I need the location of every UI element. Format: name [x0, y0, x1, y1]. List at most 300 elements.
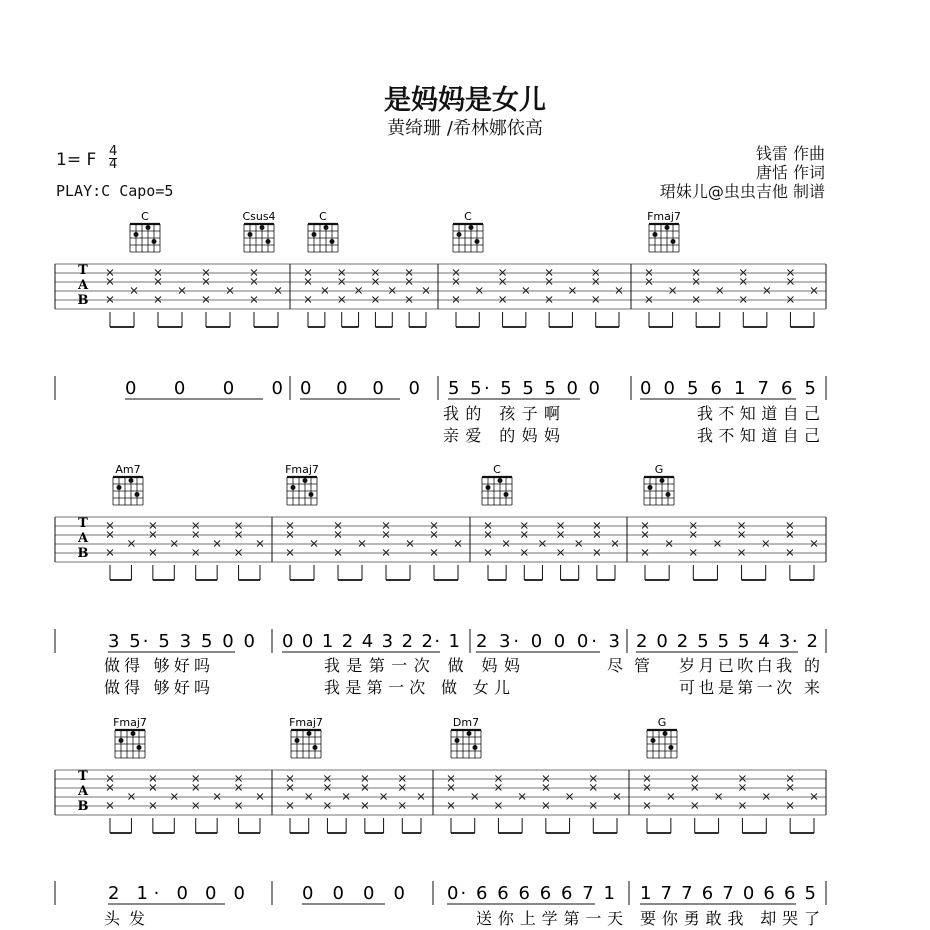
tab-mark [107, 803, 113, 809]
finger-dot [146, 225, 151, 230]
lyric-line-2: 可也是第一次 来 [679, 678, 820, 697]
tab-clef: T [78, 516, 88, 531]
tab-mark [362, 776, 368, 782]
chord-diagram-1-1 [285, 463, 319, 505]
jianpu-measure: 1 7 7 6 7 0 6 6 5 [640, 883, 816, 904]
tab-mark [275, 288, 281, 294]
tab-mark [448, 776, 454, 782]
tab-mark [107, 297, 113, 303]
tab-mark [128, 541, 134, 547]
finger-dot [119, 738, 124, 743]
tab-mark [500, 297, 506, 303]
tab-clef: T [78, 263, 88, 278]
tab-mark [811, 541, 817, 547]
tab-mark [324, 803, 330, 809]
tab-mark [339, 297, 345, 303]
lyric-line-1: 尽 管 [607, 656, 650, 675]
finger-dot [651, 738, 656, 743]
finger-dot [248, 232, 253, 237]
tab-mark [155, 279, 161, 285]
tab-mark [335, 523, 341, 529]
tab-mark [558, 532, 564, 538]
tab-mark [546, 279, 552, 285]
chord-diagram-1-3 [644, 463, 674, 505]
tab-mark [305, 279, 311, 285]
tab-mark [668, 794, 674, 800]
tab-mark [193, 532, 199, 538]
tab-mark [406, 279, 412, 285]
tab-mark [287, 776, 293, 782]
tab-mark [594, 550, 600, 556]
tab-mark [214, 794, 220, 800]
tab-mark [690, 550, 696, 556]
tab-mark [539, 541, 545, 547]
finger-dot [469, 225, 474, 230]
tab-mark [343, 794, 349, 800]
tab-mark [305, 297, 311, 303]
jianpu-measure: 0 0 0 0 [300, 378, 420, 399]
tab-mark [787, 785, 793, 791]
finger-dot [324, 225, 329, 230]
tab-mark [740, 270, 746, 276]
tab-mark [692, 803, 698, 809]
finger-dot [307, 731, 312, 736]
tab-mark [399, 776, 405, 782]
chord-diagram-1-2 [482, 463, 512, 505]
tab-mark [593, 297, 599, 303]
tab-mark [614, 794, 620, 800]
finger-dot [312, 232, 317, 237]
tab-mark [485, 532, 491, 538]
finger-dot [475, 239, 480, 244]
tab-mark [644, 776, 650, 782]
tab-mark [236, 785, 242, 791]
jianpu-measure: 0 0 1 2 4 3 2 2· 1 [282, 631, 460, 652]
tab-mark [107, 279, 113, 285]
tab-clef: B [77, 546, 89, 561]
tab-mark [448, 803, 454, 809]
tab-clef: A [77, 531, 89, 546]
tab-mark [739, 523, 745, 529]
tab-mark [521, 532, 527, 538]
jianpu-measure: 0 0 0 0 [302, 883, 405, 904]
tab-mark [476, 288, 482, 294]
tab-mark [383, 532, 389, 538]
tab-mark [543, 785, 549, 791]
tab-mark [646, 270, 652, 276]
tab-mark [739, 785, 745, 791]
finger-dot [473, 745, 478, 750]
tab-clef: B [77, 799, 89, 814]
tab-mark [193, 550, 199, 556]
jianpu-measure: 0 0 5 6 1 7 6 5 [640, 378, 816, 399]
finger-dot [455, 738, 460, 743]
transcriber-credit: 珺妹儿@虫虫吉他 制谱 [659, 182, 825, 201]
tab-mark [193, 803, 199, 809]
finger-dot [504, 492, 509, 497]
tab-mark [787, 279, 793, 285]
lyric-line-1: 送你上学第一天 要你勇敢我 却哭了 [476, 909, 820, 928]
tab-mark [383, 550, 389, 556]
tab-mark [448, 785, 454, 791]
tab-mark [763, 541, 769, 547]
tab-mark [107, 785, 113, 791]
tab-mark [399, 803, 405, 809]
tab-mark [644, 803, 650, 809]
lyric-line-2: 亲爱 的妈妈 [443, 426, 560, 445]
finger-dot [671, 239, 676, 244]
tab-mark [500, 279, 506, 285]
chord-diagram-0-3 [453, 210, 483, 252]
tab-mark [150, 776, 156, 782]
finger-dot [498, 478, 503, 483]
tab-mark [495, 803, 501, 809]
capo-info: PLAY:C Capo=5 [56, 182, 174, 200]
tab-mark [644, 785, 650, 791]
tab-mark [107, 523, 113, 529]
tab-mark [642, 523, 648, 529]
chord-name: C [319, 210, 327, 223]
tab-mark [324, 776, 330, 782]
tab-mark [495, 785, 501, 791]
jianpu-line-3 [108, 883, 816, 904]
tab-mark [214, 541, 220, 547]
tab-mark [716, 794, 722, 800]
finger-dot [131, 731, 136, 736]
tab-mark [171, 541, 177, 547]
tab-mark [811, 794, 817, 800]
chord-diagram-0-2 [308, 210, 338, 252]
tab-mark [251, 297, 257, 303]
finger-dot [665, 225, 670, 230]
tab-mark [193, 523, 199, 529]
tab-mark [739, 532, 745, 538]
tab-mark [311, 541, 317, 547]
tab-mark [567, 794, 573, 800]
finger-dot [330, 239, 335, 244]
lyric-line-1: 我是第一次 做 妈妈 [324, 656, 520, 675]
tab-mark [431, 532, 437, 538]
tab-mark [107, 532, 113, 538]
tab-mark [692, 776, 698, 782]
chord-name: Csus4 [242, 210, 276, 223]
tab-mark [485, 550, 491, 556]
tab-mark [692, 785, 698, 791]
chord-diagram-2-1 [289, 716, 323, 758]
tab-mark [203, 270, 209, 276]
chord-name: Fmaj7 [285, 463, 319, 476]
chord-diagram-0-0 [130, 210, 160, 252]
tab-mark [521, 550, 527, 556]
tab-clef: B [77, 293, 89, 308]
lyrics-1 [443, 404, 820, 445]
tab-mark [558, 523, 564, 529]
finger-dot [660, 478, 665, 483]
chord-diagram-1-0 [113, 463, 143, 505]
tab-mark [594, 532, 600, 538]
tab-mark [372, 297, 378, 303]
tab-mark [739, 550, 745, 556]
tab-mark [543, 803, 549, 809]
tab-mark [453, 270, 459, 276]
lyric-line-2: 我不知道自己 [697, 426, 820, 445]
tab-mark [324, 785, 330, 791]
jianpu-measure: 0 0 0 0 [125, 378, 283, 399]
tab-mark [339, 270, 345, 276]
tab-mark [150, 532, 156, 538]
chord-name: C [464, 210, 472, 223]
tab-mark [107, 270, 113, 276]
tab-mark [236, 776, 242, 782]
tab-mark [646, 297, 652, 303]
tab-mark [171, 794, 177, 800]
key-signature: 1= F [56, 150, 97, 170]
tab-mark [362, 803, 368, 809]
tab-mark [523, 288, 529, 294]
tab-mark [287, 532, 293, 538]
tab-mark [642, 550, 648, 556]
tab-mark [418, 794, 424, 800]
tab-mark [717, 288, 723, 294]
tab-mark [740, 279, 746, 285]
tab-mark [690, 532, 696, 538]
finger-dot [266, 239, 271, 244]
tab-mark [193, 785, 199, 791]
finger-dot [135, 492, 140, 497]
tab-mark [335, 550, 341, 556]
tab-mark [236, 803, 242, 809]
tab-mark [576, 541, 582, 547]
tab-mark [690, 523, 696, 529]
tab-mark [128, 794, 134, 800]
chord-name: Dm7 [452, 716, 480, 729]
tab-mark [339, 279, 345, 285]
tab-mark [399, 785, 405, 791]
tab-mark [193, 776, 199, 782]
jianpu-measure: 2 1· 0 0 0 [108, 883, 245, 904]
tab-mark [383, 523, 389, 529]
tab-clef: A [77, 278, 89, 293]
tab-mark [150, 550, 156, 556]
chord-diagram-2-3 [647, 716, 677, 758]
tab-mark [787, 776, 793, 782]
tab-mark [693, 270, 699, 276]
tab-mark [787, 550, 793, 556]
tab-mark [787, 532, 793, 538]
time-signature: 4 4 [109, 144, 118, 172]
tab-mark [693, 279, 699, 285]
tab-mark [150, 785, 156, 791]
tab-mark [150, 523, 156, 529]
tab-mark [203, 279, 209, 285]
tab-clef: A [77, 784, 89, 799]
tab-mark [455, 541, 461, 547]
lyrics-3 [104, 909, 820, 928]
tab-mark [236, 532, 242, 538]
tab-mark [787, 523, 793, 529]
tab-mark [107, 550, 113, 556]
tab-clef: T [78, 769, 88, 784]
finger-dot [117, 485, 122, 490]
tab-mark [594, 523, 600, 529]
finger-dot [137, 745, 142, 750]
lyric-line-1: 岁月已吹白我 的 [679, 656, 820, 675]
jianpu-measure: 0· 6 6 6 6 6 7 1 [447, 883, 615, 904]
tab-mark [431, 523, 437, 529]
tab-mark [612, 541, 618, 547]
tab-mark [666, 541, 672, 547]
tab-mark [543, 776, 549, 782]
tab-mark [359, 541, 365, 547]
tab-mark [546, 270, 552, 276]
tab-mark [739, 803, 745, 809]
tab-mark [227, 288, 233, 294]
tab-mark [646, 279, 652, 285]
lyric-line-1: 头发 [104, 909, 145, 928]
tab-mark [764, 288, 770, 294]
tab-mark [406, 297, 412, 303]
tab-mark [500, 270, 506, 276]
tab-mark [593, 270, 599, 276]
lyric-line-1: 我不知道自己 [697, 404, 820, 423]
composer-credit: 钱雷 作曲 [755, 144, 825, 163]
tab-mark [251, 270, 257, 276]
tab-mark [593, 279, 599, 285]
song-title: 是妈妈是女儿 [384, 85, 546, 116]
finger-dot [467, 731, 472, 736]
song-artists: 黄绮珊 /希林娜依高 [387, 118, 543, 139]
jianpu-measure: 3 5· 5 3 5 0 0 [108, 631, 255, 652]
tab-mark [335, 532, 341, 538]
tab-mark [203, 297, 209, 303]
tab-mark [590, 776, 596, 782]
tab-mark [714, 541, 720, 547]
tab-mark [236, 550, 242, 556]
finger-dot [666, 492, 671, 497]
tab-mark [642, 532, 648, 538]
tab-mark [519, 794, 525, 800]
tab-mark [287, 803, 293, 809]
tab-mark [670, 288, 676, 294]
lyric-line-2: 做得 够好吗 [104, 678, 210, 697]
finger-dot [152, 239, 157, 244]
tab-mark [521, 523, 527, 529]
tab-mark [407, 541, 413, 547]
tab-mark [287, 550, 293, 556]
tab-mark [485, 523, 491, 529]
jianpu-measure: 2 3· 0 0 0· 3 [476, 631, 620, 652]
chord-name: C [141, 210, 149, 223]
tab-mark [356, 288, 362, 294]
tab-mark [257, 541, 263, 547]
jianpu-measure: 2 0 2 5 5 5 4 3· 2 [636, 631, 818, 652]
chord-name: Fmaj7 [289, 716, 323, 729]
tab-mark [257, 794, 263, 800]
lyric-line-2: 我是第一次 做 女儿 [324, 678, 510, 697]
chord-name: Fmaj7 [113, 716, 147, 729]
chord-diagram-0-4 [647, 210, 681, 252]
finger-dot [457, 232, 462, 237]
jianpu-line-1 [125, 378, 816, 399]
tab-mark [558, 550, 564, 556]
tab-mark [251, 279, 257, 285]
tab-mark [569, 288, 575, 294]
lyrics-2 [104, 656, 820, 697]
finger-dot [648, 485, 653, 490]
jianpu-measure: 5 5· 5 5 5 0 0 [448, 378, 600, 399]
tab-mark [287, 523, 293, 529]
tab-mark [693, 297, 699, 303]
lyricist-credit: 唐恬 作词 [755, 163, 825, 182]
tab-mark [155, 297, 161, 303]
finger-dot [295, 738, 300, 743]
tab-mark [131, 288, 137, 294]
chord-name: Am7 [115, 463, 141, 476]
tab-mark [150, 803, 156, 809]
tab-mark [306, 794, 312, 800]
tab-mark [107, 776, 113, 782]
tab-mark [546, 297, 552, 303]
tab-mark [155, 270, 161, 276]
chord-name: C [493, 463, 501, 476]
tab-mark [763, 794, 769, 800]
tab-mark [495, 776, 501, 782]
tab-mark [431, 550, 437, 556]
tab-mark [739, 776, 745, 782]
tab-mark [406, 270, 412, 276]
tab-mark [472, 794, 478, 800]
finger-dot [260, 225, 265, 230]
finger-dot [303, 478, 308, 483]
tab-mark [811, 288, 817, 294]
tab-mark [590, 785, 596, 791]
finger-dot [309, 492, 314, 497]
tab-mark [362, 785, 368, 791]
tab-mark [590, 803, 596, 809]
tab-mark [453, 279, 459, 285]
finger-dot [669, 745, 674, 750]
tab-mark [740, 297, 746, 303]
finger-dot [291, 485, 296, 490]
tab-mark [787, 270, 793, 276]
tab-mark [287, 785, 293, 791]
tab-mark [389, 288, 395, 294]
finger-dot [134, 232, 139, 237]
tab-mark [305, 270, 311, 276]
tab-mark [453, 297, 459, 303]
lyric-line-1: 做得 够好吗 [104, 656, 210, 675]
tab-mark [179, 288, 185, 294]
chord-name: Fmaj7 [647, 210, 681, 223]
tab-mark [616, 288, 622, 294]
tab-mark [372, 270, 378, 276]
chord-name: G [657, 716, 667, 729]
chord-name: G [654, 463, 664, 476]
tab-mark [322, 288, 328, 294]
finger-dot [663, 731, 668, 736]
tab-mark [787, 803, 793, 809]
finger-dot [313, 745, 318, 750]
tab-mark [381, 794, 387, 800]
tab-mark [236, 523, 242, 529]
chord-diagram-0-1 [242, 210, 275, 252]
jianpu-line-2 [108, 631, 818, 652]
tab-mark [423, 288, 429, 294]
finger-dot [129, 478, 134, 483]
finger-dot [486, 485, 491, 490]
tab-mark [372, 279, 378, 285]
tab-mark [503, 541, 509, 547]
